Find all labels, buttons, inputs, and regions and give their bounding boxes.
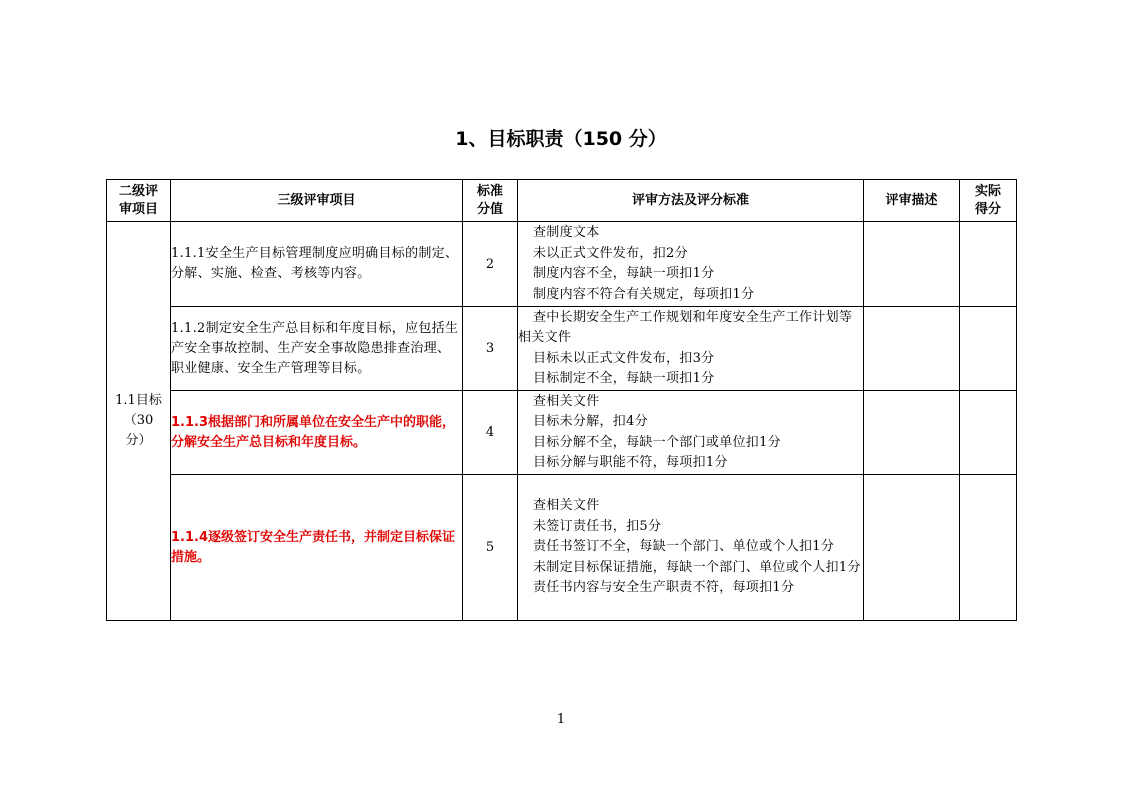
page-title: 1、目标职责（150 分） (455, 128, 667, 150)
method-line: 未签订责任书，扣5分 (533, 518, 662, 534)
table-row (107, 475, 1017, 621)
table-row (107, 307, 1017, 391)
method-line: 责任书签订不全，每缺一个部门、单位或个人扣1分 (533, 539, 835, 555)
method-line: 目标未分解，扣4分 (533, 414, 648, 429)
actual-score-cell[interactable] (960, 391, 1017, 475)
page-number: 1 (556, 712, 566, 727)
score-cell: 2 (463, 222, 518, 307)
desc-cell[interactable] (864, 391, 960, 475)
table-row (107, 391, 1017, 475)
score-cell: 5 (463, 475, 518, 621)
item-cell: 1.1.1安全生产目标管理制度应明确目标的制定、分解、实施、检查、考核等内容。 (171, 222, 463, 307)
method-line: 责任书内容与安全生产职责不符，每项扣1分 (533, 580, 795, 596)
method-line: 未以正式文件发布，扣2分 (533, 245, 688, 261)
method-cell (518, 475, 864, 621)
method-line: 查中长期安全生产工作规划和年度安全生产工作计划等相关文件 (518, 309, 853, 345)
desc-cell[interactable] (864, 307, 960, 391)
method-line: 查相关文件 (533, 498, 600, 514)
actual-score-cell[interactable] (960, 475, 1017, 621)
item-cell: 1.1.2制定安全生产总目标和年度目标，应包括生产安全事故控制、生产安全事故隐患排查治理、职业健康、安全生产管理等目标。 (171, 307, 463, 391)
header-level3: 三级评审项目 (171, 180, 463, 222)
header-level2: 二级评审项目 (107, 180, 171, 222)
header-method: 评审方法及评分标准 (518, 180, 864, 222)
method-line: 制度内容不全，每缺一项扣1分 (533, 266, 715, 281)
actual-score-cell[interactable] (960, 222, 1017, 307)
desc-cell[interactable] (864, 475, 960, 621)
method-line: 目标制定不全，每缺一项扣1分 (533, 371, 715, 386)
method-line: 目标分解不全，每缺一个部门或单位扣1分 (533, 434, 781, 450)
header-score: 标准分值 (463, 180, 518, 222)
method-cell (518, 222, 864, 307)
method-cell (518, 391, 864, 475)
category-cell: 1.1目标（30分） (107, 222, 171, 621)
method-line: 制度内容不符合有关规定，每项扣1分 (533, 286, 755, 302)
desc-cell[interactable] (864, 222, 960, 307)
method-line: 未制定目标保证措施，每缺一个部门、单位或个人扣1分 (533, 559, 861, 575)
method-line: 目标未以正式文件发布，扣3分 (533, 350, 715, 366)
score-cell: 4 (463, 391, 518, 475)
score-cell: 3 (463, 307, 518, 391)
header-desc: 评审描述 (864, 180, 960, 222)
item-cell-highlighted: 1.1.3根据部门和所属单位在安全生产中的职能，分解安全生产总目标和年度目标。 (171, 391, 463, 475)
item-cell-highlighted: 1.1.4逐级签订安全生产责任书，并制定目标保证措施。 (171, 475, 463, 621)
review-table (106, 179, 1017, 621)
method-line: 目标分解与职能不符，每项扣1分 (533, 455, 728, 470)
method-cell (518, 307, 864, 391)
method-line: 查相关文件 (533, 393, 600, 409)
table-row (107, 222, 1017, 307)
method-line: 查制度文本 (533, 225, 600, 240)
actual-score-cell[interactable] (960, 307, 1017, 391)
header-row (107, 180, 1017, 222)
header-actual: 实际得分 (960, 180, 1017, 222)
